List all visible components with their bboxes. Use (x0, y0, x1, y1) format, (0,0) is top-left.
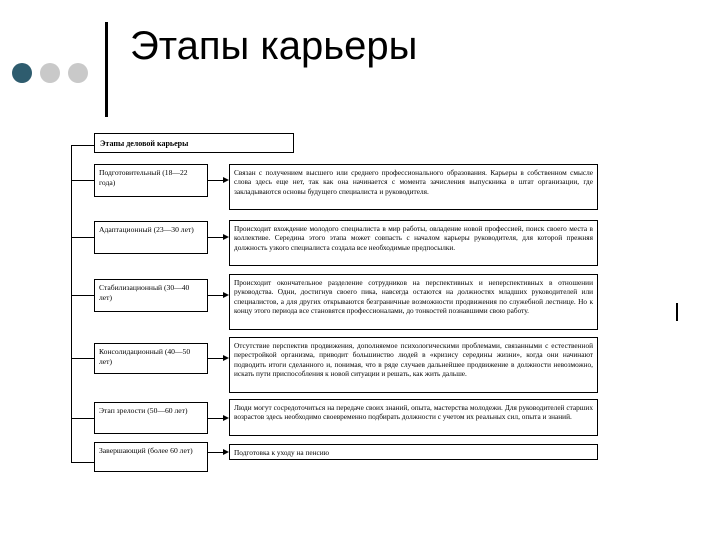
stage-description-4: Люди могут сосредоточиться на передаче своих знаний, опыта, мастерства молодежи. Для руководителей старших возрастов здесь необходимо своевременно подбирать должности с учетом их реальных сил, опыта и знаний. (229, 399, 598, 436)
spine-connector-4 (71, 418, 94, 419)
stage-box-3: Консолидационный (40—50 лет) (94, 343, 208, 374)
stage-description-3: Отсутствие перспектив продвижения, дополняемое психологическими проблемами, связанными с естественной перестройкой организма, приводит большинство людей в «кризису середины жизни», когда они начинают подводить итоги сделанного и, понимая, что в ряде случаев дальнейшее продвижение в должности невозможно, искать пути приспособления к новой ситуации и решать, как жить дальше. (229, 337, 598, 393)
stage-description-0: Связан с получением высшего или среднего профессионального образования. Карьеры в собственном смысле слова здесь еще нет, так как она начинается с момента зачисления выпускника в штат организации, где закладываются основы будущего специалиста и руководителя. (229, 164, 598, 210)
arrow-line-2 (208, 295, 223, 296)
spine-connector-1 (71, 237, 94, 238)
spine-connector-5 (71, 462, 94, 463)
stage-box-0: Подготовительный (18—22 года) (94, 164, 208, 197)
diagram-header: Этапы деловой карьеры (94, 133, 294, 153)
arrow-line-1 (208, 237, 223, 238)
stage-box-5: Завершающий (более 60 лет) (94, 442, 208, 472)
stage-description-5: Подготовка к уходу на пенсию (229, 444, 598, 460)
stage-box-4: Этап зрелости (50—60 лет) (94, 402, 208, 434)
spine-connector-2 (71, 295, 94, 296)
spine-connector-0 (71, 180, 94, 181)
stage-box-2: Стабилизационный (30—40 лет) (94, 279, 208, 312)
arrow-line-4 (208, 418, 223, 419)
arrow-line-5 (208, 452, 223, 453)
stage-description-2: Происходит окончательное разделение сотрудников на перспективных и неперспективных в отношении руководства. Одни, достигнув своего пика, навсегда остаются на должностях младших руководителей или специалистов, а для других открываются безграничные возможности продвижения по служебной лестнице. Но к концу этого периода все становятся профессионалами, до тонкостей познавшими свою работу. (229, 274, 598, 330)
header-connector (71, 145, 94, 146)
stage-box-1: Адаптационный (23—30 лет) (94, 221, 208, 254)
slide-title: Этапы карьеры (130, 24, 418, 68)
arrow-line-3 (208, 358, 223, 359)
diagram-spine (71, 145, 72, 463)
arrow-line-0 (208, 180, 223, 181)
stage-description-1: Происходит вхождение молодого специалиста в мир работы, овладение новой профессией, поиск своего места в коллективе. Середина этого этапа может совпасть с началом карьеры руководителя, для которой прежняя должность узкого специалиста создала все необходимые предпосылки. (229, 220, 598, 266)
spine-connector-3 (71, 358, 94, 359)
